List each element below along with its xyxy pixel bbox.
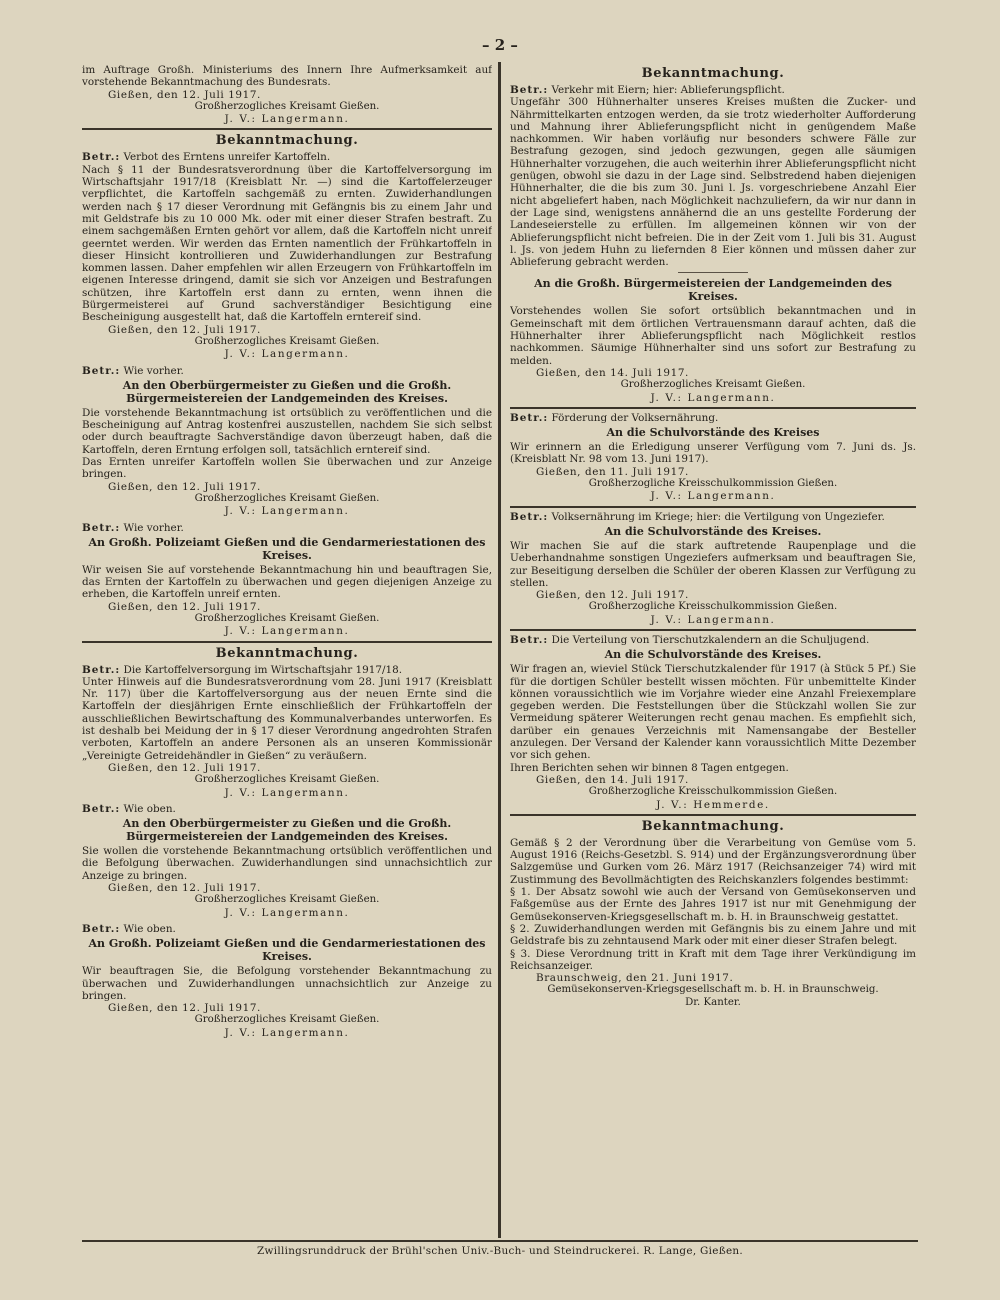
betr-label: Betr.: (82, 151, 121, 164)
notice-title: Bekanntmachung. (215, 133, 359, 149)
signature-name: Dr. Kanter. (685, 996, 741, 1008)
betr-subject: Wie vorher. (123, 521, 184, 534)
addressee: An Großh. Polizeiamt Gießen und die Gendarmeriestationen des Kreises. (88, 535, 486, 562)
betr-label: Betr.: (82, 663, 121, 676)
notice-date: Gießen, den 12. Juli 1917. (108, 600, 261, 613)
addressee: An die Schulvorstände des Kreises. (604, 648, 822, 662)
notice-body: Ihren Berichten sehen wir binnen 8 Tagen entgegen. (510, 761, 789, 774)
notice-body: Die vorstehende Bekanntmachung ist ortsüblich zu veröffentlichen und die Bescheinigung auf Antrag kostenfrei auszustellen, nachdem Sie sich selbst oder durch beauftragte Sachverständige davon überzeugt haben, daß die Kartoffeln, deren Erntung erfolgen soll, tatsächlich erntereif sind. (82, 406, 492, 456)
paragraph-1: § 1. Der Absatz sowohl wie auch der Versand von Gemüsekonserven und Faßgemüse aus der Ernte des Jahres 1917 ist nur mit Genehmigung der Gemüsekonserven-Kriegsgesellschaft m. b. H. in Braunschweig gestattet. (510, 886, 916, 923)
signature-office: Großherzogliches Kreisamt Gießen. (194, 612, 380, 624)
notice-body: Wir fragen an, wieviel Stück Tierschutzkalender für 1917 (à Stück 5 Pf.) Sie für die dortigen Schüler bestellt wissen möchten. Für unbemittelte Kinder können voraussichtlich wie im Vorjahre wieder eine Anzahl Freiexemplare gegeben werden. Die Feststellungen über die Stückzahl wollen Sie zur Vermeidung späterer Weiterungen recht genau machen. Es empfiehlt sich, darüber ein genaues Verzeichnis mit Namensangabe der Besteller anzulegen. Der Versand der Kalender kann voraussichtlich Mitte Dezember vor sich gehen. (510, 663, 916, 762)
notice-body: Das Ernten unreifer Kartoffeln wollen Sie überwachen und zur Anzeige bringen. (82, 456, 492, 481)
signature-office: Großherzogliches Kreisamt Gießen. (194, 894, 380, 906)
section-rule (510, 814, 916, 816)
notice-body: Sie wollen die vorstehende Bekanntmachung ortsüblich veröffentlichen und die Befolgung überwachen. Zuwiderhandlungen sind unnachsichtlich zur Anzeige zu bringen. (82, 845, 492, 882)
addressee: An Großh. Polizeiamt Gießen und die Gendarmeriestationen des Kreises. (88, 937, 486, 964)
betr-label: Betr.: (82, 521, 121, 534)
betr-subject: Förderung der Volksernährung. (551, 411, 719, 424)
betr-label: Betr.: (82, 364, 121, 377)
section-rule (510, 629, 916, 631)
left-column (82, 64, 492, 1039)
intro-text: im Auftrage Großh. Ministeriums des Innern Ihre Aufmerksamkeit auf vorstehende Bekanntmachung des Bundesrats. (82, 64, 492, 89)
betr-subject: Wie vorher. (123, 364, 184, 377)
printer-imprint: Zwillingsrunddruck der Brühl'schen Univ.-Buch- und Steindruckerei. R. Lange, Gießen. (256, 1245, 743, 1257)
section-rule (510, 506, 916, 508)
notice-body: Gemäß § 2 der Verordnung über die Verarbeitung von Gemüse vom 5. August 1916 (Reichs-Gesetzbl. S. 914) und der Ergänzungsverordnung über Salzgemüse und Gurken vom 26. März 1917 (Reichsanzeiger 74) wird mit Zustimmung des Bevollmächtigten des Reichskanzlers folgendes bestimmt: (510, 836, 916, 886)
signature-office: Großherzogliches Kreisamt Gießen. (194, 335, 380, 347)
right-column (510, 64, 916, 1009)
notice-date: Gießen, den 11. Juli 1917. (536, 465, 689, 478)
signature-office: Gemüsekonserven-Kriegsgesellschaft m. b. H. in Braunschweig. (547, 984, 879, 996)
notice-date: Gießen, den 12. Juli 1917. (108, 882, 261, 895)
addressee: An die Großh. Bürgermeistereien der Landgemeinden des Kreises. (534, 277, 892, 304)
betr-subject: Verkehr mit Eiern; hier: Ablieferungspflicht. (551, 84, 785, 96)
notice-title: Bekanntmachung. (215, 645, 359, 661)
short-divider (678, 272, 748, 273)
section-rule (82, 128, 492, 130)
notice-date: Gießen, den 12. Juli 1917. (108, 480, 261, 493)
betr-label: Betr.: (510, 633, 549, 646)
betr-label: Betr.: (510, 84, 549, 96)
notice-body: Wir weisen Sie auf vorstehende Bekanntmachung hin und beauftragen Sie, das Ernten der Kartoffeln zu überwachen und gegen diejenigen Anzeige zu erheben, die Kartoffeln unreif ernten. (82, 563, 492, 601)
signature-office: Großherzogliches Kreisamt Gießen. (620, 379, 806, 391)
notice-body: Vorstehendes wollen Sie sofort ortsüblich bekanntmachen und in Gemeinschaft mit dem örtlichen Vertrauensmann darauf achten, daß die Hühnerhalter ihrer Ablieferungspflicht nach Möglichkeit restlos nachkommen. Säumige Hühnerhalter sind uns sofort zur Bestrafung zu melden. (510, 305, 916, 367)
notice-date: Gießen, den 12. Juli 1917. (108, 323, 261, 336)
section-rule (82, 641, 492, 643)
section-rule (510, 407, 916, 409)
notice-body: Wir beauftragen Sie, die Befolgung vorstehender Bekanntmachung zu überwachen und Zuwiderhandlungen unnachsichtlich zur Anzeige zu bringen. (82, 965, 492, 1002)
betr-label: Betr.: (510, 510, 549, 523)
notice-title: Bekanntmachung. (641, 818, 785, 834)
addressee: An den Oberbürgermeister zu Gießen und die Großh. Bürgermeistereien der Landgemeinden des Kreises. (122, 817, 452, 844)
notice-body: Nach § 11 der Bundesratsverordnung über die Kartoffelversorgung im Wirtschaftsjahr 1917/18 (Kreisblatt Nr. —) sind die Kartoffelerzeuger verpflichtet, die Kartoffeln sachgemäß zu ernten. Zuwiderhandlungen werden nach § 17 dieser Verordnung mit Gefängnis bis zu einem Jahr und mit Geldstrafe bis zu 10 000 Mk. oder mit einer dieser Strafen bestraft. Zu einem sachgemäßen Ernten gehört vor allem, daß die Kartoffeln nicht unreif geerntet werden. Wir werden das Ernten namentlich der Frühkartoffeln in dieser Hinsicht kontrollieren und Zuwiderhandlungen zur Bestrafung kommen lassen. Daher empfehlen wir allen Erzeugern von Frühkartoffeln im eigenen Interesse dringend, damit sie sich vor Anzeigen und Bestrafungen schützen, ihre Kartoffeln erst dann zu ernten, wenn ihnen die Bürgermeisterei auf Grund sachverständiger Besichtigung eine Bescheinigung ausgestellt hat, daß die Kartoffeln erntereif sind. (82, 163, 492, 324)
signature-name: J. V.: Langermann. (224, 1026, 350, 1039)
betr-subject: Wie oben. (123, 922, 176, 935)
notice-body: Wir machen Sie auf die stark auftretende Raupenplage und die Ueberhandnahme sonstigen Ungeziefers aufmerksam und beauftragen Sie, zur Beseitigung derselben die Schüler der oberen Klassen zur Verfügung zu stellen. (510, 539, 916, 589)
notice-date: Gießen, den 14. Juli 1917. (536, 366, 689, 379)
betr-label: Betr.: (82, 802, 121, 815)
signature-office: Großherzogliches Kreisamt Gießen. (194, 774, 380, 786)
addressee: An den Oberbürgermeister zu Gießen und die Großh. Bürgermeistereien der Landgemeinden des Kreises. (122, 378, 452, 405)
paragraph-3: § 3. Diese Verordnung tritt in Kraft mit dem Tage ihrer Verkündigung im Reichsanzeiger. (510, 947, 916, 972)
betr-subject: Verbot des Erntens unreifer Kartoffeln. (123, 151, 331, 164)
addressee: An die Schulvorstände des Kreises. (604, 524, 822, 538)
notice-body: Ungefähr 300 Hühnerhalter unseres Kreises mußten die Zucker- und Nährmittelkarten entzogen werden, da sie trotz wiederholter Aufforderung und Mahnung ihrer Ablieferungspflicht nicht in genügendem Maße nachkommen. Wir haben vorläufig nur besonders schwere Fälle zur Bestrafung gezogen, sind jedoch gezwungen, gegen alle säumigen Hühnerhalter vorzugehen, die auch weiterhin ihrer Ablieferungspflicht nicht genügen, obwohl sie dazu in der Lage sind. Selbstredend haben diejenigen Hühnerhalter, die die bis zum 30. Juni l. Js. vorgeschriebene Anzahl Eier nicht abgeliefert haben, nach Möglichkeit nachzuliefern, da wir nur dann in der Lage sind, wenigstens annähernd die an uns gestellte Forderung der Landeseierstelle zu erfüllen. Im allgemeinen können wir von der Ablieferungspflicht nicht befreien. Die in der Zeit vom 1. Juli bis 31. August l. Js. von jedem Huhn zu liefernden 8 Eier können und müssen daher zur Ablieferung gebracht werden. (510, 96, 916, 269)
betr-label: Betr.: (82, 922, 121, 935)
signature-office: Großherzogliche Kreisschulkommission Gießen. (588, 786, 838, 798)
signature-office: Großherzogliches Kreisamt Gießen. (194, 492, 380, 504)
intro-date: Gießen, den 12. Juli 1917. (108, 88, 261, 101)
paragraph-2: § 2. Zuwiderhandlungen werden mit Gefängnis bis zu einem Jahre und mit Geldstrafe bis zu zehntausend Mark oder mit einer dieser Strafen belegt. (510, 922, 916, 948)
signature-name: J. V.: Langermann. (224, 505, 350, 518)
page-number: – 2 – (482, 36, 518, 54)
signature-office: Großherzogliche Kreisschulkommission Gießen. (588, 478, 838, 490)
footer-rule (82, 1240, 918, 1242)
signature-name: J. V.: Hemmerde. (656, 798, 770, 811)
notice-date: Gießen, den 12. Juli 1917. (536, 589, 689, 602)
signature-name: J. V.: Langermann. (650, 490, 776, 503)
signature-name: J. V.: Langermann. (224, 906, 350, 919)
notice-date: Gießen, den 12. Juli 1917. (108, 761, 261, 774)
notice-body: Wir erinnern an die Erledigung unserer Verfügung vom 7. Juni ds. Js. (Kreisblatt Nr. 98 vom 13. Juni 1917). (510, 441, 916, 466)
addressee: An die Schulvorstände des Kreises (606, 426, 820, 440)
betr-label: Betr.: (510, 411, 549, 424)
intro-signature-name: J. V.: Langermann. (224, 113, 350, 126)
notice-date: Gießen, den 14. Juli 1917. (536, 773, 689, 786)
signature-name: J. V.: Langermann. (224, 625, 350, 638)
betr-subject: Wie oben. (123, 802, 176, 815)
notice-body: Unter Hinweis auf die Bundesratsverordnung vom 28. Juni 1917 (Kreisblatt Nr. 117) über die Kartoffelversorgung aus der neuen Ernte sind die Kartoffeln der diesjährigen Ernte einschließlich der Frühkartoffeln der ausschließlichen Bewirtschaftung des Kommunalverbandes unterworfen. Es ist deshalb bei Meidung der in § 17 dieser Verordnung angedrohten Strafen verboten, Kartoffeln an andere Personen als an unseren Kommissionär „Vereinigte Getreidehändler in Gießen“ zu veräußern. (82, 675, 492, 762)
signature-office: Großherzogliche Kreisschulkommission Gießen. (588, 601, 838, 613)
betr-subject: Die Kartoffelversorgung im Wirtschaftsjahr 1917/18. (123, 663, 403, 676)
betr-subject: Volksernährung im Kriege; hier: die Vertilgung von Ungeziefer. (551, 510, 885, 523)
notice-title: Bekanntmachung. (641, 66, 785, 81)
signature-name: J. V.: Langermann. (650, 391, 776, 404)
notice-date: Gießen, den 12. Juli 1917. (108, 1002, 261, 1015)
column-divider (498, 62, 501, 1238)
signature-name: J. V.: Langermann. (224, 348, 350, 361)
notice-date: Braunschweig, den 21. Juni 1917. (536, 972, 734, 985)
signature-name: J. V.: Langermann. (650, 613, 776, 626)
signature-office: Großherzogliches Kreisamt Gießen. (194, 1014, 380, 1026)
intro-signature-office: Großherzogliches Kreisamt Gießen. (194, 100, 380, 112)
signature-name: J. V.: Langermann. (224, 786, 350, 799)
betr-subject: Die Verteilung von Tierschutzkalendern an die Schuljugend. (551, 633, 870, 646)
